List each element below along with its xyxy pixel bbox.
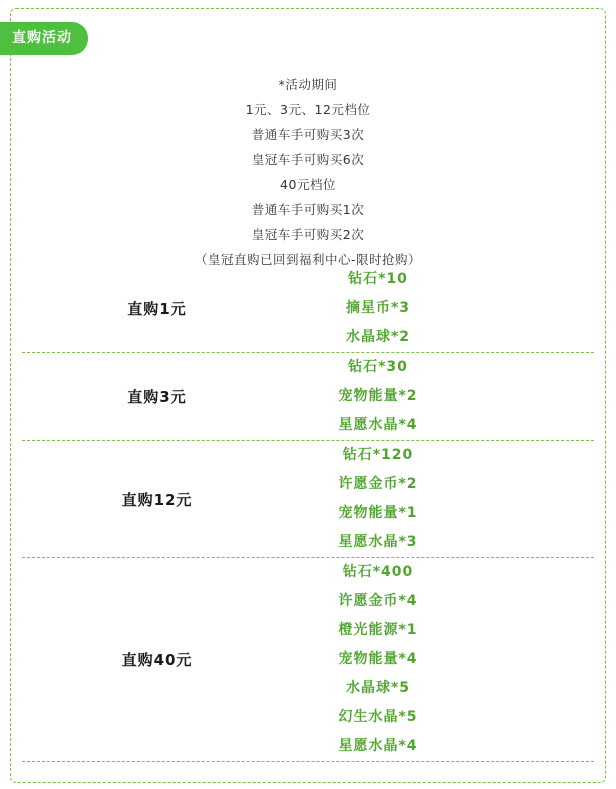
tier-label: 直购1元 bbox=[127, 300, 187, 318]
reward-item: 星愿水晶*3 bbox=[338, 534, 418, 550]
tier-rewards bbox=[292, 441, 594, 557]
reward-item: 宠物能量*4 bbox=[338, 651, 418, 667]
intro-line: （皇冠直购已回到福利中心-限时抢购） bbox=[194, 252, 421, 267]
reward-item: 星愿水晶*4 bbox=[338, 738, 418, 754]
reward-item: 橙光能源*1 bbox=[338, 622, 418, 638]
intro-line: 40元档位 bbox=[280, 177, 336, 192]
intro-line: 皇冠车手可购买6次 bbox=[251, 152, 365, 167]
reward-item: 水晶球*5 bbox=[345, 680, 411, 696]
reward-item: 钻石*10 bbox=[348, 271, 408, 287]
intro-line: 皇冠车手可购买2次 bbox=[251, 227, 365, 242]
reward-item: 宠物能量*2 bbox=[338, 388, 418, 404]
reward-item: 幻生水晶*5 bbox=[338, 709, 418, 725]
tier-label: 直购40元 bbox=[121, 651, 193, 669]
table-row bbox=[22, 353, 594, 441]
intro-line: 1元、3元、12元档位 bbox=[245, 102, 371, 117]
reward-item: 星愿水晶*4 bbox=[338, 417, 418, 433]
intro-line: *活动期间 bbox=[278, 77, 338, 92]
intro-line: 普通车手可购买1次 bbox=[251, 202, 365, 217]
reward-item: 许愿金币*4 bbox=[338, 593, 418, 609]
reward-item: 钻石*400 bbox=[342, 564, 414, 580]
section-ribbon-label: 直购活动 bbox=[0, 22, 88, 55]
tier-rewards bbox=[292, 353, 594, 440]
table-row bbox=[22, 265, 594, 353]
purchase-tier-list bbox=[22, 265, 594, 762]
tier-label: 直购3元 bbox=[127, 388, 187, 406]
tier-label: 直购12元 bbox=[121, 490, 193, 509]
table-row bbox=[22, 441, 594, 558]
table-row bbox=[22, 558, 594, 762]
tier-rewards bbox=[292, 265, 594, 352]
reward-item: 钻石*120 bbox=[342, 447, 414, 463]
intro-line: 普通车手可购买3次 bbox=[251, 127, 365, 142]
tier-rewards bbox=[292, 558, 594, 761]
intro-text-block bbox=[0, 72, 616, 272]
reward-item: 宠物能量*1 bbox=[338, 505, 418, 521]
reward-item: 摘星币*3 bbox=[345, 300, 411, 316]
reward-item: 许愿金币*2 bbox=[338, 476, 418, 492]
reward-item: 水晶球*2 bbox=[345, 329, 411, 345]
reward-item: 钻石*30 bbox=[348, 359, 408, 375]
